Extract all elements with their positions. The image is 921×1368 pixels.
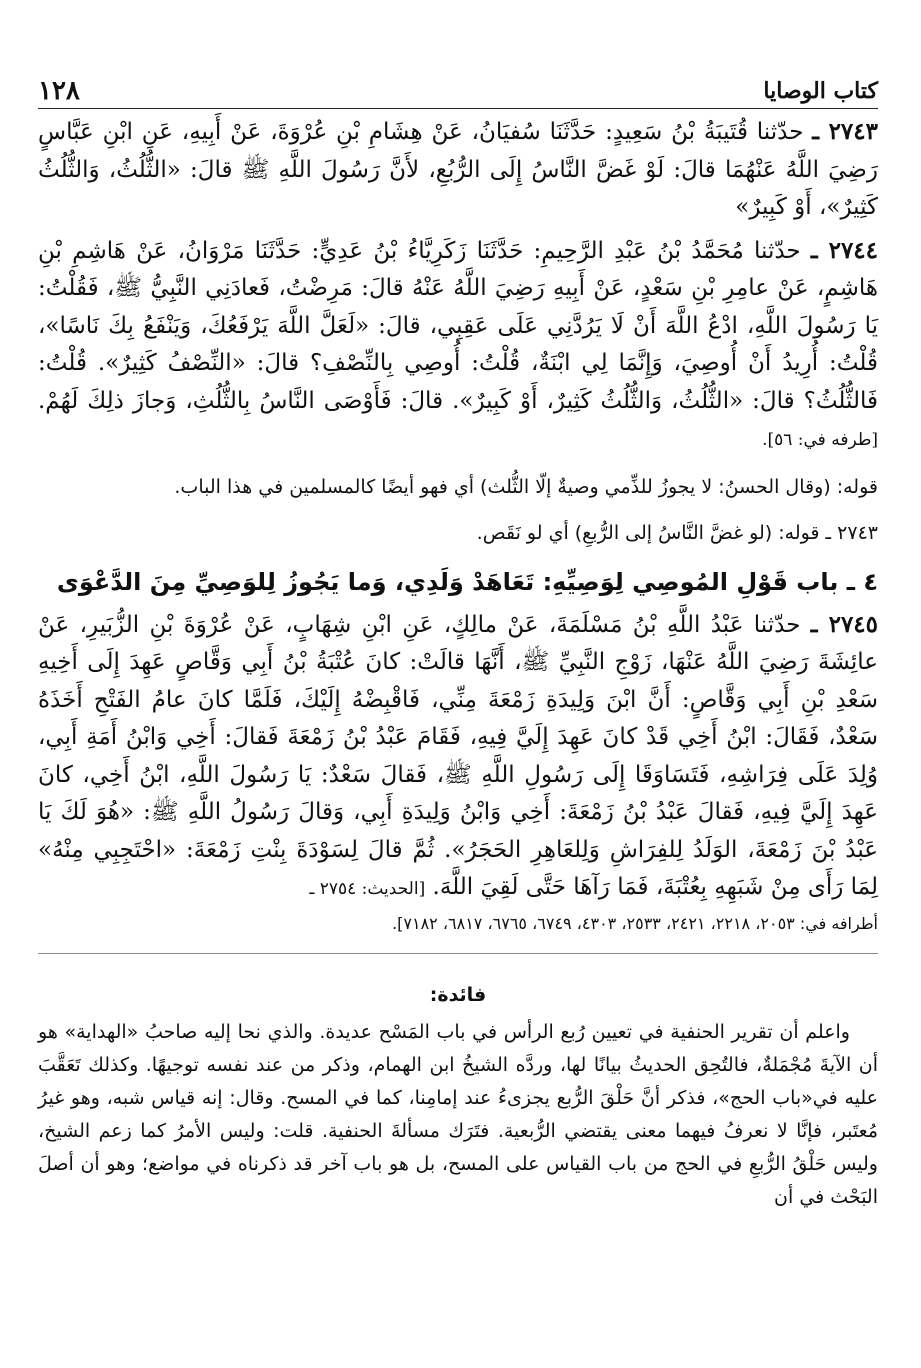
fawaid-text: واعلم أن تقرير الحنفية في تعيين رُبع الرأس في باب المَسْح عديدة. والذي نحا إليه صاحبُ «الهداية» هو أن الآيةَ مُجْمَلةٌ، فالتُحِق الحديثُ بيانًا لها، وردَّه الشيخُ ابن الهمام، وذكر من عند نفسه توجيهًا. وكذلك تَعَقَّبَ عليه في«باب الحج»، فذكر أنَّ حَلْقَ الرُّبع يجزىءُ عند إمامِنا، كما في المسح. وقال: إنه قياس شبه، وهو غيرُ مُعتَبر، فإنَّا لا نعرفُ فيهما معنى يقتضي الرُّبعية. فتَرَك مسألةَ الحنفية. قلت: وليس الأمرُ كما زعم الشيخ، وليس حَلْقُ الرُّبعِ في الحج من باب القياس على المسح، بل هو باب آخر قد ذكرناه في مواضع؛ وهو أن أصلَ البَحْث في أن bbox=[38, 1020, 878, 1208]
hadith-number: ٢٧٤٤ ـ bbox=[810, 236, 879, 264]
hadith-text: حدّثنا قُتَيبَةُ بْنُ سَعِيدٍ: حَدَّثَنَا سُفيَانُ، عَنْ هِشَامِ بْنِ عُرْوَةَ، عَنْ أَبِيهِ، عَنِ ابْنِ عَبَّاسٍ رَضِيَ اللَّهُ عَنْهُمَا قالَ: لَوْ غَضَّ النَّاسُ إِلَى الرُّبُعِ، لأَنَّ رَسُولَ اللَّهِ ﷺ قالَ: «الثُّلُثُ، وَالثُّلُثُ كَثِيرٌ»، أَوْ كَبِيرٌ» bbox=[38, 119, 878, 220]
page-number: ١٢٨ bbox=[38, 76, 80, 106]
book-page bbox=[38, 66, 878, 1214]
book-title: كتاب الوصايا bbox=[763, 78, 878, 104]
hadith-2745 bbox=[38, 606, 878, 909]
hadith-cross-reference: [طرفه في: ٥٦]. bbox=[762, 430, 878, 450]
fawaid-heading: فائدة: bbox=[429, 983, 487, 1006]
hadith-text: حدّثنا عَبْدُ اللَّهِ بْنُ مَسْلَمَةَ، عَنْ مالِكٍ، عَنِ ابْنِ شِهَابٍ، عَنْ عُرْوَةَ بْنِ الزُّبَيرِ، عَنْ عائِشَةَ رَضِيَ اللَّهُ عَنْهَا، زَوْجِ النَّبِيِّ ﷺ، أَنَّهَا قالَتْ: كانَ عُتْبَةُ بْنُ أَبِي وَقَّاصٍ عَهِدَ إِلَى أَخِيهِ سَعْدِ بْنِ أَبِي وَقَّاصٍ: أَنَّ ابْنَ وَلِيدَةِ زَمْعَةَ مِنِّي، فَاقْبِضْهُ إِلَيْكَ، فَلَمَّا كانَ عامُ الفَتْحِ أَخَذَهُ سَعْدٌ، فَقَالَ: ابْنُ أَخِي قَدْ كانَ عَهِدَ إِلَيَّ فِيهِ، فَقَامَ عَبْدُ بْنُ زَمْعَةَ فَقالَ: أَخِي وَابْنُ أَمَةِ أَبِي، وُلِدَ عَلَى فِرَاشِهِ، فَتَسَاوَقَا إِلَى رَسُولِ اللَّهِ ﷺ، فَقالَ سَعْدٌ: يَا رَسُولَ اللَّهِ، ابْنُ أَخِي، كانَ عَهِدَ إِلَيَّ فِيهِ، فَقالَ عَبْدُ بْنُ زَمْعَةَ: أَخِي وَابْنُ وَلِيدَةِ أَبِي، وَقالَ رَسُولُ اللَّهِ ﷺ: «هُوَ لَكَ يَا عَبْدُ بْنَ زَمْعَةَ، الوَلَدُ لِلفِرَاشِ وَلِلعَاهِرِ الحَجَرُ». ثُمَّ قالَ لِسَوْدَةَ بِنْتِ زَمْعَةَ: «احْتَجِبِي مِنْهُ» لِمَا رَأَى مِنْ شَبَهِهِ بِعُتْبَةَ، فَمَا رَآهَا حَتَّى لَقِيَ اللَّهَ. bbox=[38, 611, 878, 900]
hadith-reference: [الحديث: ٢٧٥٤ ـ bbox=[309, 879, 426, 899]
commentary-al-hasan: قوله: (وقال الحسنُ: لا يجوزُ للذِّمي وصيةٌ إلّا الثُّلث) أي فهو أيضًا كالمسلمين في هذا الباب. bbox=[174, 475, 878, 498]
section-divider bbox=[38, 953, 878, 954]
hadith-text: حدّثنا مُحَمَّدُ بْنُ عَبْدِ الرَّحِيمِ: حَدَّثَنَا زَكَرِيَّاءُ بْنُ عَدِيٍّ: حَدَّثَنَا مَرْوَانُ، عَنْ هَاشِمِ بْنِ هَاشِمٍ، عَنْ عامِرِ بْنِ سَعْدٍ، عَنْ أَبِيهِ رَضِيَ اللَّهُ عَنْهُ قالَ: مَرِضْتُ، فَعادَنِي النَّبِيُّ ﷺ، فَقُلْتُ: يَا رَسُولَ اللَّهِ، ادْعُ اللَّهَ أَنْ لَا يَرُدَّنِي عَلَى عَقِبِي، قالَ: «لَعَلَّ اللَّهَ يَرْفَعُكَ، وَيَنْفَعُ بِكَ نَاسًا»، قُلْتُ: أُرِيدُ أَنْ أُوصِيَ، وَإِنَّمَا لِي ابْنَةٌ، قُلْتُ: أُوصِي بِالنِّصْفِ؟ قالَ: «النِّصْفُ كَثِيرٌ». قُلْتُ: فَالثُّلُثُ؟ قالَ: «الثُّلُثُ، وَالثُّلُثُ كَثِيرٌ، أَوْ كَبِيرٌ». قالَ: فَأَوْصَى النَّاسُ بِالثُّلُثِ، وَجازَ ذلِكَ لَهُمْ. bbox=[38, 237, 878, 414]
commentary-2743: ٢٧٤٣ ـ قوله: (لو غضَّ النَّاسُ إلى الرُّبعِ) أي لو نَقَص. bbox=[476, 521, 878, 544]
hadith-2744 bbox=[38, 232, 878, 460]
hadith-2743 bbox=[38, 113, 878, 227]
hadith-number: ٢٧٤٣ ـ bbox=[812, 118, 878, 145]
hadith-number: ٢٧٤٥ ـ bbox=[810, 610, 879, 638]
page-header bbox=[38, 66, 878, 109]
hadith-atraf: أطرافه في: ٢٠٥٣، ٢٢١٨، ٢٤٢١، ٢٥٣٣، ٤٣٠٣، ٦٧٤٩، ٦٧٦٥، ٦٨١٧، ٧١٨٢]. bbox=[392, 913, 878, 933]
chapter-heading: ٤ ـ باب قَوْلِ المُوصِي لِوَصِيِّهِ: تَعَاهَدْ وَلَدِي، وَما يَجُوزُ لِلوَصِيِّ مِنَ الدَّعْوَى bbox=[56, 567, 878, 596]
